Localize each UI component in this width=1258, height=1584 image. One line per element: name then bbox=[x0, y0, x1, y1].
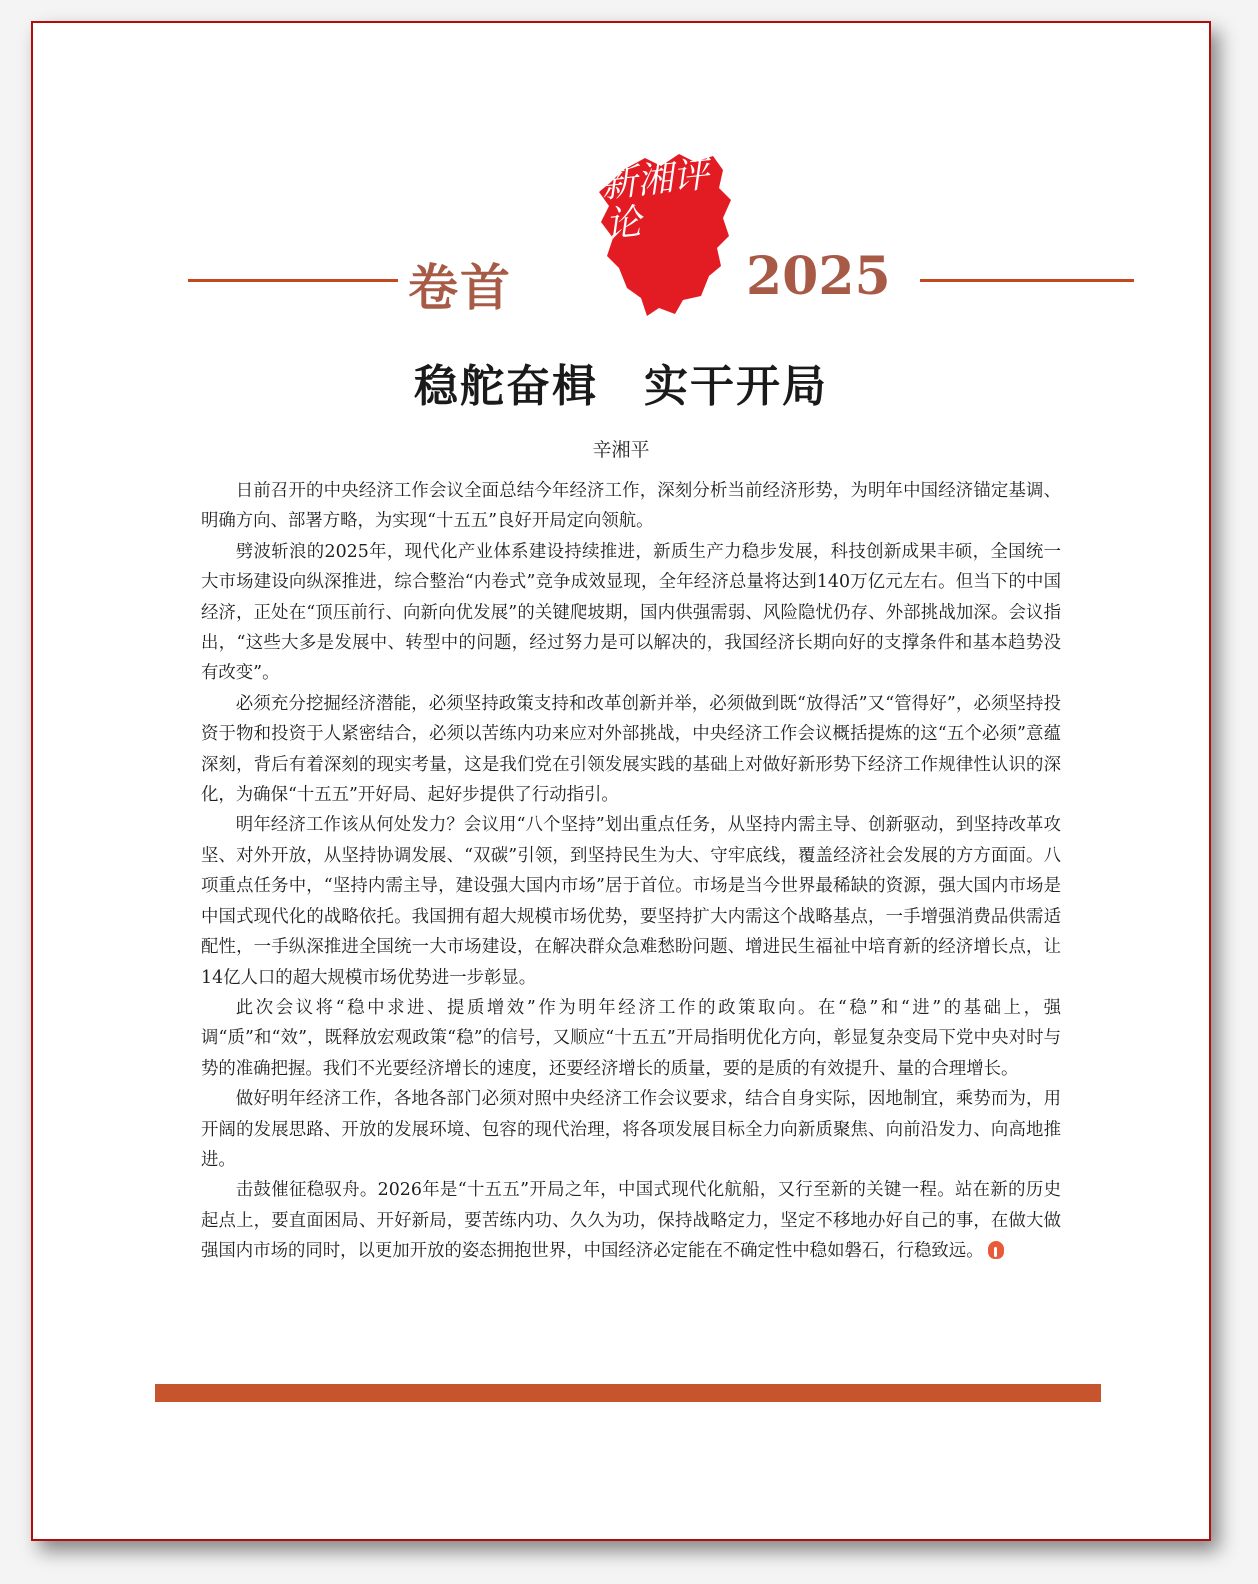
article-title: 稳舵奋楫 实干开局 bbox=[414, 361, 828, 412]
masthead-rule-left bbox=[188, 279, 398, 282]
column-kicker: 卷首 bbox=[408, 259, 512, 317]
paragraph: 明年经济工作该从何处发力？会议用“八个坚持”划出重点任务，从坚持内需主导、创新驱动，到坚持改革攻坚、对外开放，从坚持协调发展、“双碳”引领，到坚持民生为大、守牢底线，覆盖经济社会发展的方方面面。八项重点任务中，“坚持内需主导，建设强大国内市场”居于首位。市场是当今世界最稀缺的资源，强大国内市场是中国式现代化的战略依托。我国拥有超大规模市场优势，要坚持扩大内需这个战略基点，一手增强消费品供需适配性，一手纵深推进全国统一大市场建设，在解决群众急难愁盼问题、增进民生福祉中培育新的经济增长点，让14亿人口的超大规模市场优势进一步彰显。 bbox=[201, 815, 1061, 988]
footer-bar bbox=[155, 1384, 1101, 1402]
article-body bbox=[201, 476, 1061, 1267]
paragraph: 做好明年经济工作，各地各部门必须对照中央经济工作会议要求，结合自身实际，因地制宜，乘势而为，用开阔的发展思路、开放的发展环境、包容的现代治理，将各项发展目标全力向新质聚焦、向前沿发力、向高地推进。 bbox=[201, 1089, 1061, 1170]
paragraph: 劈波斩浪的2025年，现代化产业体系建设持续推进，新质生产力稳步发展，科技创新成果丰硕，全国统一大市场建设向纵深推进，综合整治“内卷式”竞争成效显现，全年经济总量将达到140万亿元左右。但当下的中国经济，正处在“顶压前行、向新向优发展”的关键爬坡期，国内供强需弱、风险隐忧仍存、外部挑战加深。会议指出，“这些大多是发展中、转型中的问题，经过努力是可以解决的，我国经济长期向好的支撑条件和基本趋势没有改变”。 bbox=[201, 541, 1061, 684]
paragraph: 击鼓催征稳驭舟。2026年是“十五五”开局之年，中国式现代化航船，又行至新的关键一程。站在新的历史起点上，要直面困局、开好新局，要苦练内功、久久为功，保持战略定力，坚定不移地办好自己的事，在做大做强国内市场的同时，以更加开放的姿态拥抱世界，中国经济必定能在不确定性中稳如磐石，行稳致远。 bbox=[201, 1180, 1061, 1262]
issue-year: 2025 bbox=[746, 246, 891, 307]
paragraph: 日前召开的中央经济工作会议全面总结今年经济工作，深刻分析当前经济形势，为明年中国经济锚定基调、明确方向、部署方略，为实现“十五五”良好开局定向领航。 bbox=[201, 481, 1061, 532]
logo-calligraphy: 新湘评论 bbox=[599, 154, 711, 247]
article-author: 辛湘平 bbox=[592, 439, 650, 461]
paragraph: 必须充分挖掘经济潜能，必须坚持政策支持和改革创新并举，必须做到既“放得活”又“管得好”，必须坚持投资于物和投资于人紧密结合，必须以苦练内功来应对外部挑战，中央经济工作会议概括提炼的这“五个必须”意蕴深刻，背后有着深刻的现实考量，这是我们党在引领发展实践的基础上对做好新形势下经济工作规律性认识的深化，为确保“十五五”开好局、起好步提供了行动指引。 bbox=[201, 693, 1061, 806]
masthead-rule-right bbox=[920, 279, 1134, 282]
end-of-article-mark-icon bbox=[988, 1241, 1004, 1259]
paragraph: 此次会议将“稳中求进、提质增效”作为明年经济工作的政策取向。在“稳”和“进”的基础上，强调“质”和“效”，既释放宏观政策“稳”的信号，又顺应“十五五”开局指明优化方向，彰显复杂变局下党中央对时与势的准确把握。我们不光要经济增长的速度，还要经济增长的质量，要的是质的有效提升、量的合理增长。 bbox=[201, 997, 1061, 1079]
paragraph-last bbox=[201, 1175, 1061, 1266]
masthead bbox=[188, 148, 1134, 318]
